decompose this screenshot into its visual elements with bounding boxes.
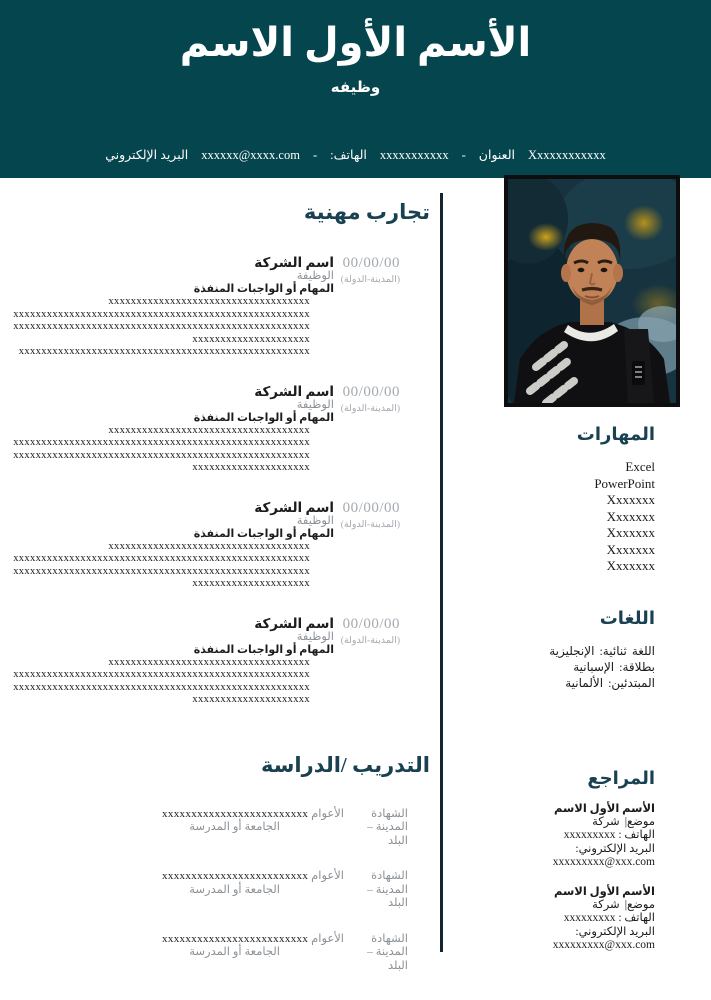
task-line: xxxxxxxxxxxxxxxxxxxxxxxxxxxxxxxxxxxxxxxxxxxxxxxxxxxxx	[13, 437, 310, 448]
experience-entry	[12, 255, 430, 359]
task-line: xxxxxxxxxxxxxxxxxxxxxxxxxxxxxxxxxxxxxxxxxxxxxxxxxxxxx	[13, 449, 310, 461]
phone-value: xxxxxxxxxxx	[379, 148, 449, 162]
reference-phone: الهاتف : xxxxxxxxx	[563, 912, 655, 925]
section-title-experience: تجارب مهنية	[303, 200, 430, 224]
reference-company	[455, 899, 655, 912]
experience-date-column	[338, 255, 430, 359]
experience-details	[12, 384, 334, 475]
reference-entry	[455, 803, 655, 869]
years-line	[12, 933, 344, 947]
experience-date: 00/00/00	[342, 383, 400, 400]
section-title-education: التدريب /الدراسة	[261, 752, 430, 777]
reference-entry	[455, 886, 655, 952]
reference-company-word: شركة	[592, 816, 620, 829]
task-line: xxxxxxxxxxxxxxxxxxxxxxxxxxxxxxxxxxxx	[108, 540, 310, 552]
task-line: xxxxxxxxxxxxxxxxxxxxxxxxxxxxxxxxxxxxxxxxxxxxxxxxxxxxx	[13, 669, 310, 680]
degree-label: الشهادة	[371, 870, 408, 882]
experience-location: (المدينة-الدولة)	[340, 275, 400, 285]
header-band	[0, 0, 711, 178]
role-label: الوظيفة	[296, 630, 334, 643]
role-label: الوظيفة	[296, 514, 334, 527]
contact-separator: -	[461, 148, 466, 162]
language-item	[455, 643, 655, 659]
company-name: اسم الشركة	[254, 383, 334, 399]
education-values	[12, 808, 344, 849]
section-title-skills: المهارات	[576, 424, 655, 444]
reference-email-label: البريد الإلكتروني:	[575, 842, 655, 855]
candidate-name: الأسم الأول الاسم	[179, 20, 532, 65]
tasks-label: المهام أو الواجبات المنفذة	[193, 411, 334, 424]
skill-item: Xxxxxxx	[606, 541, 655, 557]
experience-date-column	[338, 616, 430, 707]
task-line: xxxxxxxxxxxxxxxxxxxxxxxxxxxxxxxxxxxx	[108, 296, 310, 307]
experience-date: 00/00/00	[342, 615, 400, 632]
task-line: xxxxxxxxxxxxxxxxxxxxxxxxxxxxxxxxxxxx	[108, 424, 310, 436]
reference-email: xxxxxxxxx@xxx.com	[552, 938, 655, 951]
skill-item: Xxxxxxx	[606, 558, 655, 573]
tasks-label: المهام أو الواجبات المنفذة	[193, 643, 334, 656]
task-line: xxxxxxxxxxxxxxxxxxxxx	[192, 333, 310, 345]
reference-name: الأسم الأول الاسم	[553, 886, 655, 899]
years-line	[12, 870, 344, 884]
skill-item: Xxxxxxx	[606, 492, 655, 507]
task-line: xxxxxxxxxxxxxxxxxxxxxxxxxxxxxxxxxxxxxxxxxxxxxxxxxxxxx	[13, 681, 310, 693]
education-entry	[12, 870, 430, 911]
language-level: اللغة	[631, 644, 655, 658]
degree-label: الشهادة	[371, 807, 408, 820]
task-line: xxxxxxxxxxxxxxxxxxxxxxxxxxxxxxxxxxxxxxxxxxxxxxxxxxxxx	[13, 308, 310, 320]
years-line	[12, 808, 344, 822]
experience-entry	[12, 500, 430, 591]
experience-details	[12, 616, 334, 707]
language-name: الإسبانية	[573, 660, 615, 674]
languages-section	[455, 608, 655, 691]
language-item	[455, 675, 655, 691]
skills-list	[455, 459, 655, 575]
school-label: الجامعة أو المدرسة	[189, 821, 280, 833]
skill-item: Xxxxxxx	[606, 525, 655, 540]
email-label: البريد الإلكتروني	[105, 148, 189, 162]
phone-label: :الهاتف	[330, 148, 367, 162]
task-line: xxxxxxxxxxxxxxxxxxxxxxxxxxxxxxxxxxxxxxxxxxxxxxxxxxxxx	[13, 553, 310, 564]
years-value: xxxxxxxxxxxxxxxxxxxxxxxxx	[162, 807, 309, 820]
skill-item: PowerPoint	[594, 475, 655, 491]
language-level: :المبتدئين	[608, 676, 655, 690]
reference-company	[455, 816, 655, 829]
reference-name: الأسم الأول الاسم	[553, 803, 655, 815]
language-name: الألمانية	[565, 676, 604, 690]
task-line: xxxxxxxxxxxxxxxxxxxxxxxxxxxxxxxxxxxx	[108, 656, 310, 668]
role-label: الوظيفة	[296, 270, 334, 282]
company-name: اسم الشركة	[254, 499, 334, 515]
education-values	[12, 933, 344, 974]
tasks-label: المهام أو الواجبات المنفذة	[193, 527, 334, 540]
school-label: الجامعة أو المدرسة	[189, 883, 280, 896]
city-label: المدينة – البلد	[367, 821, 408, 847]
task-line: xxxxxxxxxxxxxxxxxxxxx	[192, 578, 310, 589]
task-line: xxxxxxxxxxxxxxxxxxxxxxxxxxxxxxxxxxxxxxxxxxxxxxxxxxxxx	[13, 565, 310, 577]
experience-date: 00/00/00	[342, 499, 400, 516]
reference-position-word: |موضع	[624, 899, 655, 912]
education-entry	[12, 808, 430, 849]
skill-item: Excel	[625, 459, 655, 474]
job-title: وظيفه	[330, 80, 381, 96]
section-title-languages: اللغات	[599, 608, 655, 628]
references-section	[455, 768, 655, 969]
city-label: المدينة – البلد	[367, 883, 408, 909]
years-value: xxxxxxxxxxxxxxxxxxxxxxxxx	[162, 870, 309, 882]
section-title-references: المراجع	[587, 768, 655, 788]
experience-date-column	[338, 500, 430, 591]
skill-item: Xxxxxxx	[606, 508, 655, 524]
address-label: العنوان	[478, 148, 515, 162]
skills-section	[455, 424, 655, 575]
education-entry	[12, 933, 430, 974]
city-label: المدينة – البلد	[367, 946, 408, 972]
task-line: xxxxxxxxxxxxxxxxxxxxx	[192, 462, 310, 473]
role-label: الوظيفة	[296, 398, 334, 411]
experience-date: 00/00/00	[342, 255, 400, 271]
degree-label: الشهادة	[371, 932, 408, 945]
profile-photo-illustration	[508, 179, 676, 403]
language-level: :بطلاقة	[619, 660, 655, 674]
experience-details	[12, 255, 334, 359]
reference-position-word: |موضع	[624, 816, 655, 829]
education-labels	[352, 933, 430, 974]
reference-email: xxxxxxxxx@xxx.com	[552, 855, 655, 868]
email-value: xxxxxx@xxxx.com	[201, 148, 300, 162]
years-label: الأعوام	[311, 870, 344, 882]
experience-location: (المدينة-الدولة)	[340, 635, 400, 646]
language-item	[455, 659, 655, 675]
experience-entry	[12, 384, 430, 475]
divider-line	[440, 193, 443, 952]
main-column	[12, 200, 430, 995]
reference-company-word: شركة	[592, 899, 620, 912]
task-line: xxxxxxxxxxxxxxxxxxxxx	[192, 694, 310, 705]
profile-photo	[504, 175, 680, 407]
experience-location: (المدينة-الدولة)	[340, 403, 400, 414]
experience-location: (المدينة-الدولة)	[340, 519, 400, 530]
contact-line	[0, 147, 711, 163]
years-label: الأعوام	[311, 807, 344, 820]
experience-date-column	[338, 384, 430, 475]
reference-email-label: البريد الإلكتروني:	[575, 925, 655, 938]
years-value: xxxxxxxxxxxxxxxxxxxxxxxxx	[162, 932, 309, 945]
tasks-label: المهام أو الواجبات المنفذة	[193, 283, 334, 295]
years-label: الأعوام	[311, 932, 344, 945]
language-name: الإنجليزية	[549, 644, 595, 658]
reference-phone: الهاتف : xxxxxxxxx	[563, 829, 655, 842]
company-name: اسم الشركة	[254, 255, 334, 270]
task-line: xxxxxxxxxxxxxxxxxxxxxxxxxxxxxxxxxxxxxxxxxxxxxxxxxxxx	[18, 346, 310, 357]
education-labels	[352, 870, 430, 911]
contact-separator: -	[312, 148, 318, 162]
experience-entry	[12, 616, 430, 707]
company-name: اسم الشركة	[254, 615, 334, 631]
language-level: :ثنائية	[599, 644, 627, 658]
languages-list	[455, 643, 655, 691]
experience-details	[12, 500, 334, 591]
education-labels	[352, 808, 430, 849]
address-value: Xxxxxxxxxxxx	[528, 148, 606, 162]
task-line: xxxxxxxxxxxxxxxxxxxxxxxxxxxxxxxxxxxxxxxxxxxxxxxxxxxxx	[13, 321, 310, 332]
education-values	[12, 870, 344, 911]
school-label: الجامعة أو المدرسة	[189, 946, 280, 958]
